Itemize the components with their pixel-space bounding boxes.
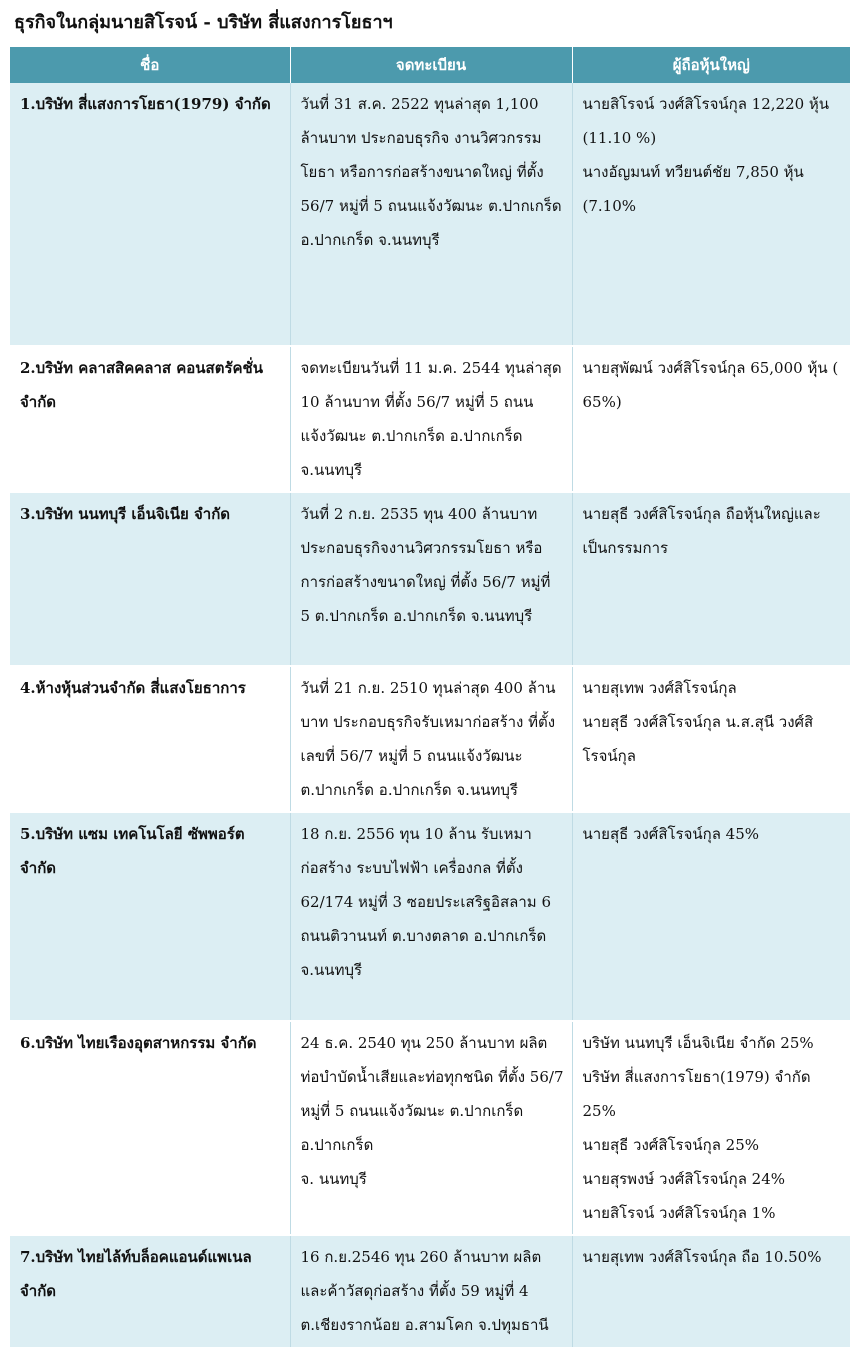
shareholder-line: นายสุธี วงศ์สิโรจน์กุล 45% — [582, 825, 760, 843]
registration-info — [290, 812, 572, 1021]
registration-info: 16 ก.ย.2546 ทุน 260 ล้านบาท ผลิตและค้าวัสดุก่อสร้าง ที่ตั้ง 59 หมู่ที่ 4 ต.เชียงรากน้อย อ.สามโคก จ.ปทุมธานี — [290, 1235, 572, 1348]
shareholder-line: นายสุธี วงศ์สิโรจน์กุล 25% — [582, 1136, 760, 1154]
registration-line: 18 ก.ย. 2556 ทุน 10 ล้าน รับเหมาก่อสร้าง ระบบไฟฟ้า เครื่องกล ที่ตั้ง 62/174 หมู่ที่ 3 ซอยประเสริฐอิสลาม 6 ถนนติวานนท์ ต.บางตลาด อ.ปากเกร็ด — [300, 825, 551, 945]
table-row — [10, 83, 850, 346]
major-shareholders — [572, 492, 850, 666]
company-name: 3.บริษัท นนทบุรี เอ็นจิเนีย จำกัด — [10, 492, 290, 666]
table-header-row — [10, 47, 850, 83]
shareholder-line: นายสุเทพ วงศ์สิโรจน์กุล — [582, 679, 737, 697]
shareholder-line: นายสุเทพ วงศ์สิโรจน์กุล ถือ 10.50% — [582, 1248, 822, 1266]
company-table — [10, 47, 850, 1349]
registration-info: วันที่ 31 ส.ค. 2522 ทุนล่าสุด 1,100 ล้านบาท ประกอบธุรกิจ งานวิศวกรรมโยธา หรือการก่อสร้างขนาดใหญ่ ที่ตั้ง 56/7 หมู่ที่ 5 ถนนแจ้งวัฒนะ ต.ปากเกร็ด อ.ปากเกร็ด จ.นนทบุรี — [290, 83, 572, 346]
shareholder-line: นายสิโรจน์ วงศ์สิโรจน์กุล 12,220 หุ้น (11.10 %) — [582, 95, 830, 147]
shareholder-line: นายสุธี วงศ์สิโรจน์กุล น.ส.สุนี วงศ์สิโรจน์กุล — [582, 713, 814, 765]
major-shareholders — [572, 346, 850, 492]
header-shareholders: ผู้ถือหุ้นใหญ่ — [572, 47, 850, 83]
table-row — [10, 1021, 850, 1235]
shareholder-line: นายสิโรจน์ วงศ์สิโรจน์กุล 1% — [582, 1204, 776, 1222]
shareholder-line: นายสุพัฒน์ วงศ์สิโรจน์กุล 65,000 หุ้น ( 65%) — [582, 359, 839, 411]
major-shareholders — [572, 666, 850, 812]
header-registration: จดทะเบียน — [290, 47, 572, 83]
shareholder-line: นายสุรพงษ์ วงศ์สิโรจน์กุล 24% — [582, 1170, 786, 1188]
company-name: 6.บริษัท ไทยเรืองอุตสาหกรรม จำกัด — [10, 1021, 290, 1235]
shareholder-line: นางอัญมนท์ ทวียนต์ชัย 7,850 หุ้น (7.10% — [582, 163, 804, 215]
registration-line: จ.นนทบุรี — [300, 961, 363, 979]
header-name: ชื่อ — [10, 47, 290, 83]
major-shareholders — [572, 83, 850, 346]
table-row — [10, 346, 850, 492]
registration-info: จดทะเบียนวันที่ 11 ม.ค. 2544 ทุนล่าสุด 10 ล้านบาท ที่ตั้ง 56/7 หมู่ที่ 5 ถนนแจ้งวัฒนะ ต.ปากเกร็ด อ.ปากเกร็ด จ.นนทบุรี — [290, 346, 572, 492]
registration-info: วันที่ 2 ก.ย. 2535 ทุน 400 ล้านบาท ประกอบธุรกิจงานวิศวกรรมโยธา หรือการก่อสร้างขนาดใหญ่ ที่ตั้ง 56/7 หมู่ที่ 5 ต.ปากเกร็ด อ.ปากเกร็ด จ.นนทบุรี — [290, 492, 572, 666]
registration-info — [290, 1021, 572, 1235]
table-row — [10, 492, 850, 666]
major-shareholders — [572, 1021, 850, 1235]
table-row — [10, 812, 850, 1021]
registration-line: จ. นนทบุรี — [300, 1170, 367, 1188]
document-title: ธุรกิจในกลุ่มนายสิโรจน์ - บริษัท สี่แสงการโยธาฯ — [14, 12, 393, 33]
company-name: 2.บริษัท คลาสสิคคลาส คอนสตรัคชั่น จำกัด — [10, 346, 290, 492]
registration-line: 24 ธ.ค. 2540 ทุน 250 ล้านบาท ผลิตท่อบำบัดน้ำเสียและท่อทุกชนิด ที่ตั้ง 56/7 หมู่ที่ 5 ถนนแจ้งวัฒนะ ต.ปากเกร็ด อ.ปากเกร็ด — [300, 1034, 564, 1154]
registration-info: วันที่ 21 ก.ย. 2510 ทุนล่าสุด 400 ล้านบาท ประกอบธุรกิจรับเหมาก่อสร้าง ที่ตั้งเลขที่ 56/7 หมู่ที่ 5 ถนนแจ้งวัฒนะ ต.ปากเกร็ด อ.ปากเกร็ด จ.นนทบุรี — [290, 666, 572, 812]
major-shareholders — [572, 812, 850, 1021]
shareholder-line: บริษัท สี่แสงการโยธา(1979) จำกัด 25% — [582, 1068, 811, 1120]
table-row — [10, 666, 850, 812]
shareholder-line: บริษัท นนทบุรี เอ็นจิเนีย จำกัด 25% — [582, 1034, 814, 1052]
company-name: 7.บริษัท ไทยไล้ท์บล็อคแอนด์แพเนล จำกัด — [10, 1235, 290, 1348]
table-row — [10, 1235, 850, 1348]
company-name: 4.ห้างหุ้นส่วนจำกัด สี่แสงโยธาการ — [10, 666, 290, 812]
major-shareholders — [572, 1235, 850, 1348]
company-name: 1.บริษัท สี่แสงการโยธา(1979) จำกัด — [10, 83, 290, 346]
shareholder-line: นายสุธี วงศ์สิโรจน์กุล ถือหุ้นใหญ่และเป็นกรรมการ — [582, 505, 821, 557]
company-name: 5.บริษัท แซม เทคโนโลยี ซัพพอร์ต จำกัด — [10, 812, 290, 1021]
